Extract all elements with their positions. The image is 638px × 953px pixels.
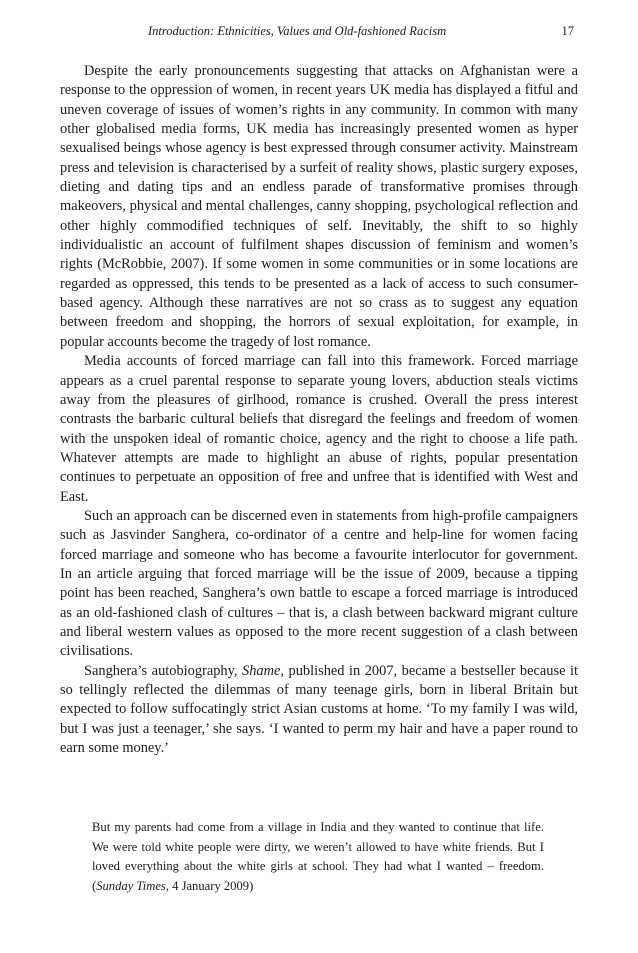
block-quote bbox=[92, 818, 544, 896]
paragraph: Despite the early pronouncements suggesting that attacks on Afghanistan were a response to the oppression of women, in recent years UK media has displayed a fitful and uneven coverage of issues of women’s rights in any community. In common with many other globalised media forms, UK media has increasingly presented women as hyper sexualised beings whose agency is best expressed through consumer activity. Mainstream press and television is characterised by a surfeit of reality shows, plastic surgery exposes, dieting and dating tips and an endless parade of transformative promises through makeovers, physical and mental challenges, canny shopping, psychological reflection and other highly commodified techniques of self. Inevitably, the shift to so highly individualistic an account of fulfilment shapes discussion of feminism and women’s rights (McRobbie, 2007). If some women in some communities or in some locations are regarded as oppressed, this tends to be presented as a lack of access to such consumer-based agency. Although these narratives are not so crass as to suggest any equation between freedom and shopping, the horrors of sexual exploitation, for example, in popular accounts become the tragedy of lost romance. bbox=[60, 63, 578, 350]
body-text bbox=[60, 62, 578, 758]
quote-source: Sunday Times bbox=[96, 878, 166, 893]
book-title: Shame bbox=[242, 662, 281, 679]
paragraph: Such an approach can be discerned even in statements from high-profile campaigners such as Jasvinder Sanghera, co-ordinator of a centre and help-line for women facing forced marriage and someone who has become a favourite interlocutor for government. In an article arguing that forced marriage will be the issue of 2009, because a tipping point has been reached, Sanghera’s own battle to escape a forced marriage is introduced as an old-fashioned clash of cultures – that is, a clash between backward migrant culture and liberal western values as opposed to the more recent suggestion of a clash between civilisations. bbox=[60, 507, 578, 660]
paragraph-text: , published in 2007, became a bestseller because it so tellingly reflected the dilemmas of many teenage girls, born in liberal Britain but expected to follow suffocatingly strict Asian customs at home. ‘To my family I was wild, but I was just a teenager,’ she says. ‘I wanted to perm my hair and have a paper round to earn some money.’ bbox=[60, 662, 578, 757]
running-header bbox=[60, 20, 578, 42]
paragraph bbox=[60, 662, 578, 759]
quote-citation: , 4 January 2009) bbox=[165, 878, 254, 893]
quote-text: But my parents had come from a village in India and they wanted to continue that life. We were told white people were dirty, we weren’t allowed to have white friends. But I loved everything about the white girls at school. They had what I wanted – freedom. ( bbox=[92, 820, 544, 893]
paragraph: Media accounts of forced marriage can fall into this framework. Forced marriage appears as a cruel parental response to separate young lovers, abduction steals victims away from the pleasures of girlhood, romance is crushed. Overall the press interest contrasts the barbaric cultural beliefs that disregard the feelings and freedom of women with the unspoken ideal of romantic choice, agency and the right to choose a life path. Whatever attempts are made to highlight an abuse of rights, popular presentation continues to perpetuate an opposition of free and unfree that is identified with West and East. bbox=[60, 353, 578, 505]
paragraph-text: Sanghera’s autobiography, bbox=[84, 662, 242, 679]
page-number: 17 bbox=[561, 24, 574, 38]
running-header-title: Introduction: Ethnicities, Values and Old-fashioned Racism bbox=[148, 24, 447, 38]
